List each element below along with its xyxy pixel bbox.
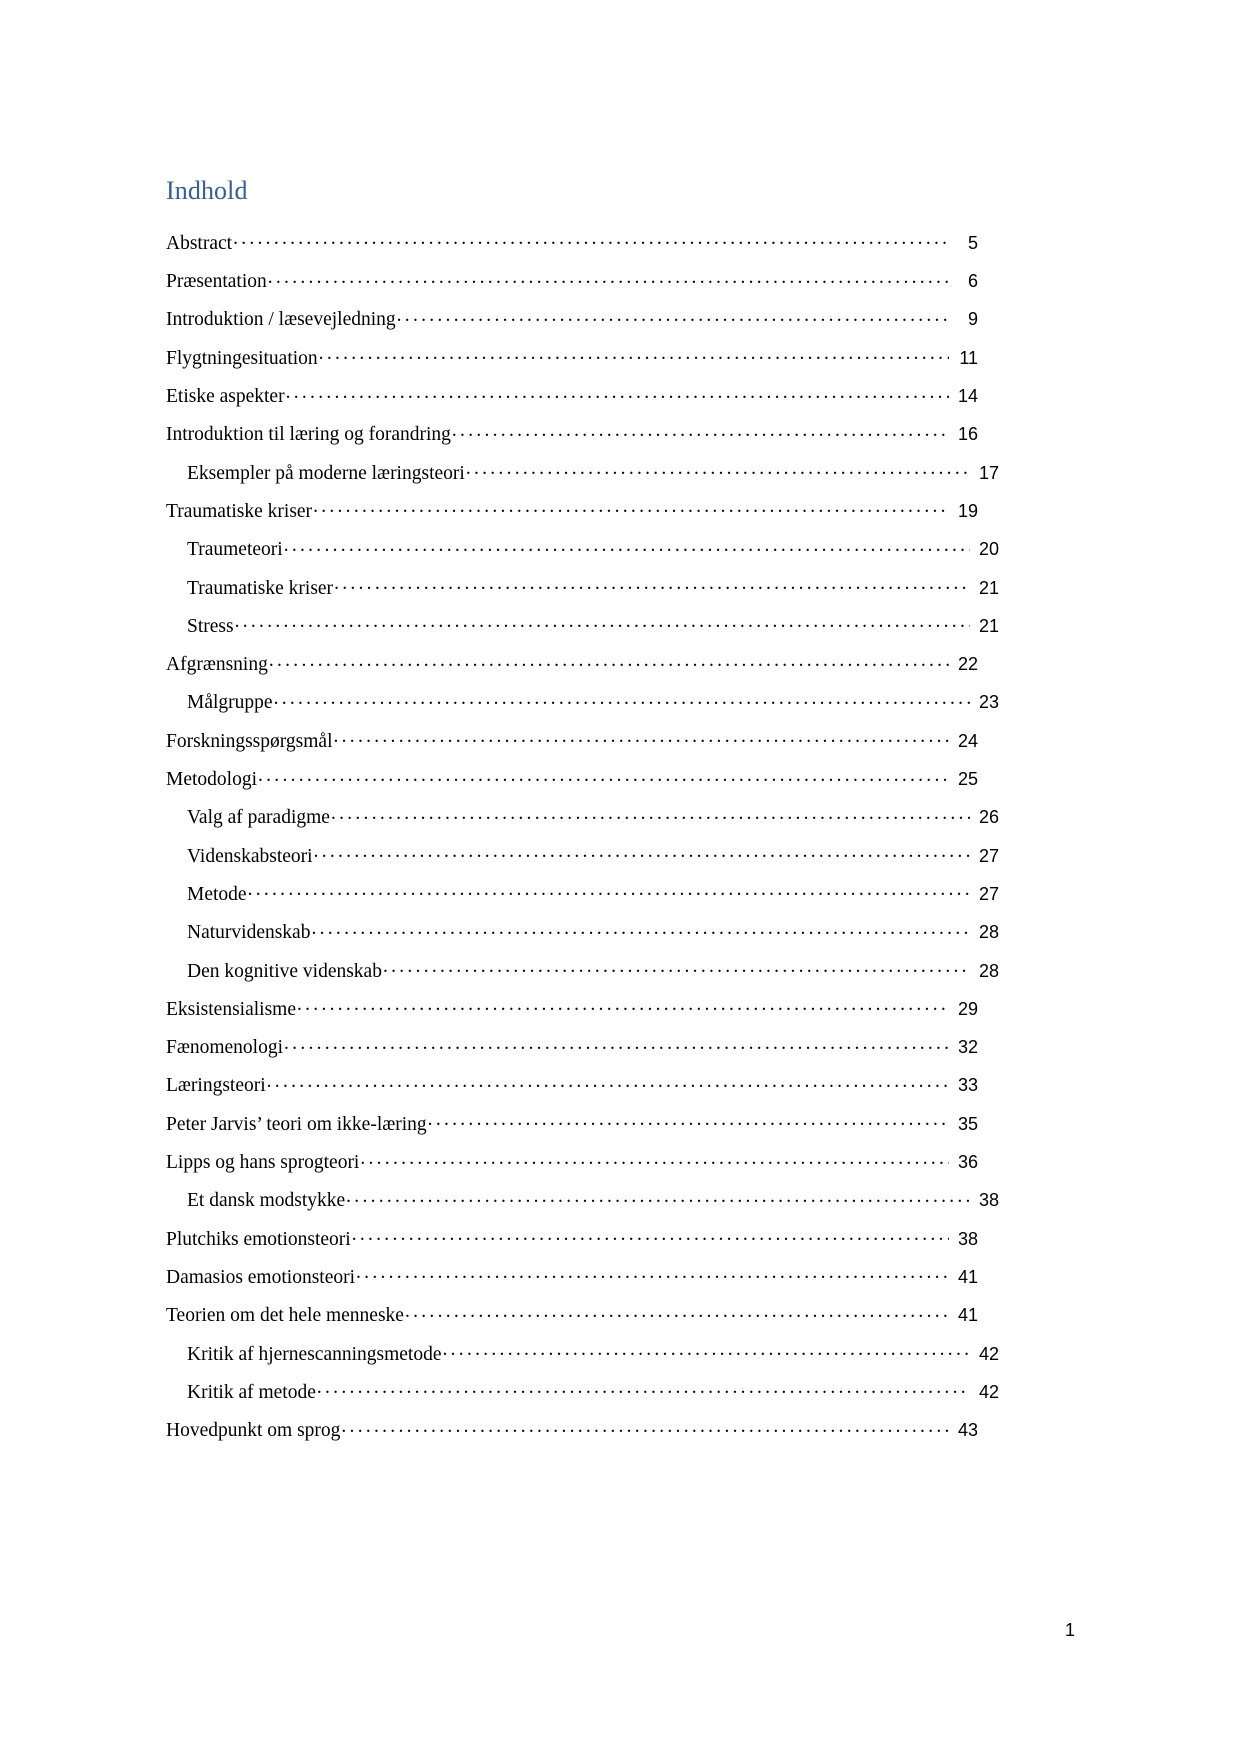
toc-entry-page-number: 24 xyxy=(957,730,978,751)
toc-entry[interactable] xyxy=(166,1335,999,1373)
toc-entry-page-number: 20 xyxy=(978,539,999,560)
toc-leader-dots xyxy=(233,229,949,249)
toc-entry[interactable] xyxy=(166,798,999,836)
toc-entry-label: Damasios emotionsteori xyxy=(166,1266,356,1288)
toc-entry-label: Etiske aspekter xyxy=(166,386,285,408)
toc-entry-page-number: 28 xyxy=(978,960,999,981)
toc-entry-page-number: 5 xyxy=(967,232,978,253)
toc-entry-label: Præsentation xyxy=(166,271,267,293)
toc-leader-dots xyxy=(311,919,970,939)
toc-entry-label: Metodologi xyxy=(166,769,257,791)
toc-leader-dots xyxy=(319,344,949,364)
toc-entry-page-number: 6 xyxy=(967,271,978,292)
toc-entry-page-number: 9 xyxy=(967,309,978,330)
toc-entry[interactable] xyxy=(166,339,978,377)
toc-entry[interactable] xyxy=(166,1411,978,1449)
toc-entry-label: Kritik af metode xyxy=(187,1381,316,1403)
toc-leader-dots xyxy=(397,306,949,326)
toc-entry-label: Introduktion / læsevejledning xyxy=(166,309,396,331)
toc-entry[interactable] xyxy=(166,837,999,875)
toc-entry[interactable] xyxy=(166,1143,978,1181)
toc-leader-dots xyxy=(297,995,949,1015)
toc-leader-dots xyxy=(360,1149,949,1169)
toc-entry[interactable] xyxy=(166,645,978,683)
toc-entry-label: Traumeteori xyxy=(187,539,283,561)
toc-entry-page-number: 14 xyxy=(957,386,978,407)
toc-entry-label: Flygtningesituation xyxy=(166,347,318,369)
toc-entry-page-number: 22 xyxy=(957,654,978,675)
toc-entry[interactable] xyxy=(166,990,978,1028)
page-title: Indhold xyxy=(166,176,248,205)
toc-leader-dots xyxy=(284,1034,949,1054)
toc-leader-dots xyxy=(405,1302,949,1322)
toc-entry-page-number: 25 xyxy=(957,769,978,790)
toc-entry[interactable] xyxy=(166,913,999,951)
toc-leader-dots xyxy=(269,651,949,671)
toc-leader-dots xyxy=(268,268,949,288)
toc-entry-page-number: 32 xyxy=(957,1037,978,1058)
toc-entry[interactable] xyxy=(166,569,999,607)
toc-entry[interactable] xyxy=(166,377,978,415)
toc-leader-dots xyxy=(383,957,970,977)
toc-entry-label: Traumatiske kriser xyxy=(166,500,313,522)
toc-entry-label: Metode xyxy=(187,883,247,905)
toc-leader-dots xyxy=(341,1417,949,1437)
toc-entry[interactable] xyxy=(166,300,978,338)
toc-leader-dots xyxy=(274,689,970,709)
toc-entry-label: Den kognitive videnskab xyxy=(187,960,382,982)
toc-entry-page-number: 42 xyxy=(978,1343,999,1364)
toc-entry[interactable] xyxy=(166,1258,978,1296)
toc-leader-dots xyxy=(466,459,970,479)
toc-leader-dots xyxy=(235,612,970,632)
toc-leader-dots xyxy=(443,1340,971,1360)
toc-leader-dots xyxy=(346,1187,970,1207)
toc-entry[interactable] xyxy=(166,1105,978,1143)
toc-entry-label: Peter Jarvis’ teori om ikke-læring xyxy=(166,1113,427,1135)
toc-leader-dots xyxy=(267,1072,949,1092)
toc-entry-label: Naturvidenskab xyxy=(187,922,311,944)
toc-entry-label: Valg af paradigme xyxy=(187,807,330,829)
toc-entry[interactable] xyxy=(166,415,978,453)
toc-entry-label: Et dansk modstykke xyxy=(187,1190,346,1212)
toc-entry-page-number: 21 xyxy=(978,615,999,636)
toc-entry-page-number: 29 xyxy=(957,998,978,1019)
toc-entry-page-number: 11 xyxy=(959,347,978,368)
toc-entry[interactable] xyxy=(166,722,978,760)
toc-entry-page-number: 16 xyxy=(957,424,978,445)
toc-entry-page-number: 26 xyxy=(978,807,999,828)
toc-entry-page-number: 36 xyxy=(957,1152,978,1173)
toc-entry[interactable] xyxy=(166,530,999,568)
toc-list xyxy=(166,224,999,1450)
toc-entry-page-number: 17 xyxy=(978,462,999,483)
toc-entry-page-number: 38 xyxy=(957,1228,978,1249)
toc-entry[interactable] xyxy=(166,952,999,990)
toc-leader-dots xyxy=(314,842,970,862)
toc-leader-dots xyxy=(334,574,970,594)
toc-entry-label: Videnskabsteori xyxy=(187,845,313,867)
toc-entry-page-number: 43 xyxy=(957,1420,978,1441)
toc-leader-dots xyxy=(452,421,949,441)
toc-entry-label: Fænomenologi xyxy=(166,1037,284,1059)
toc-leader-dots xyxy=(356,1263,949,1283)
toc-entry[interactable] xyxy=(166,224,978,262)
toc-entry-label: Eksempler på moderne læringsteori xyxy=(187,462,465,484)
toc-entry-page-number: 41 xyxy=(957,1266,978,1287)
toc-leader-dots xyxy=(352,1225,949,1245)
toc-entry-page-number: 23 xyxy=(978,692,999,713)
toc-entry-label: Kritik af hjernescanningsmetode xyxy=(187,1343,442,1365)
toc-entry-page-number: 28 xyxy=(978,922,999,943)
toc-entry[interactable] xyxy=(166,454,999,492)
toc-entry-page-number: 41 xyxy=(957,1305,978,1326)
toc-entry[interactable] xyxy=(166,492,978,530)
toc-leader-dots xyxy=(334,727,950,747)
toc-entry[interactable] xyxy=(166,1028,978,1066)
toc-leader-dots xyxy=(331,804,970,824)
toc-entry-label: Lipps og hans sprogteori xyxy=(166,1152,360,1174)
toc-entry[interactable] xyxy=(166,1220,978,1258)
toc-leader-dots xyxy=(428,1110,949,1130)
toc-leader-dots xyxy=(313,497,949,517)
toc-entry-label: Læringsteori xyxy=(166,1075,266,1097)
toc-entry-label: Teorien om det hele menneske xyxy=(166,1305,404,1327)
toc-entry[interactable] xyxy=(166,683,999,721)
toc-entry-label: Traumatiske kriser xyxy=(187,577,334,599)
toc-entry-page-number: 35 xyxy=(957,1113,978,1134)
toc-leader-dots xyxy=(317,1378,970,1398)
toc-entry[interactable] xyxy=(166,875,999,913)
toc-entry-label: Abstract xyxy=(166,232,233,254)
toc-entry[interactable] xyxy=(166,607,999,645)
toc-leader-dots xyxy=(248,880,970,900)
toc-leader-dots xyxy=(284,536,970,556)
toc-entry-label: Introduktion til læring og forandring xyxy=(166,424,451,446)
toc-entry-page-number: 27 xyxy=(978,883,999,904)
footer-page-number: 1 xyxy=(1064,1620,1075,1640)
toc-entry-page-number: 38 xyxy=(978,1190,999,1211)
toc-entry[interactable] xyxy=(166,1296,978,1334)
toc-entry[interactable] xyxy=(166,760,978,798)
toc-entry-label: Hovedpunkt om sprog xyxy=(166,1420,341,1442)
toc-container xyxy=(166,176,999,1449)
toc-entry[interactable] xyxy=(166,1066,978,1104)
toc-entry-page-number: 42 xyxy=(978,1381,999,1402)
toc-entry[interactable] xyxy=(166,1373,999,1411)
toc-entry-label: Eksistensialisme xyxy=(166,998,296,1020)
toc-entry-page-number: 21 xyxy=(978,577,999,598)
toc-entry-label: Afgrænsning xyxy=(166,654,268,676)
toc-entry-page-number: 33 xyxy=(957,1075,978,1096)
toc-entry-label: Stress xyxy=(187,615,234,637)
toc-entry-label: Målgruppe xyxy=(187,692,273,714)
toc-entry[interactable] xyxy=(166,1181,999,1219)
toc-leader-dots xyxy=(258,766,949,786)
toc-entry-page-number: 19 xyxy=(957,500,978,521)
toc-entry-label: Plutchiks emotionsteori xyxy=(166,1228,351,1250)
toc-entry[interactable] xyxy=(166,262,978,300)
toc-leader-dots xyxy=(286,383,949,403)
toc-entry-page-number: 27 xyxy=(978,845,999,866)
toc-entry-label: Forskningsspørgsmål xyxy=(166,730,333,752)
